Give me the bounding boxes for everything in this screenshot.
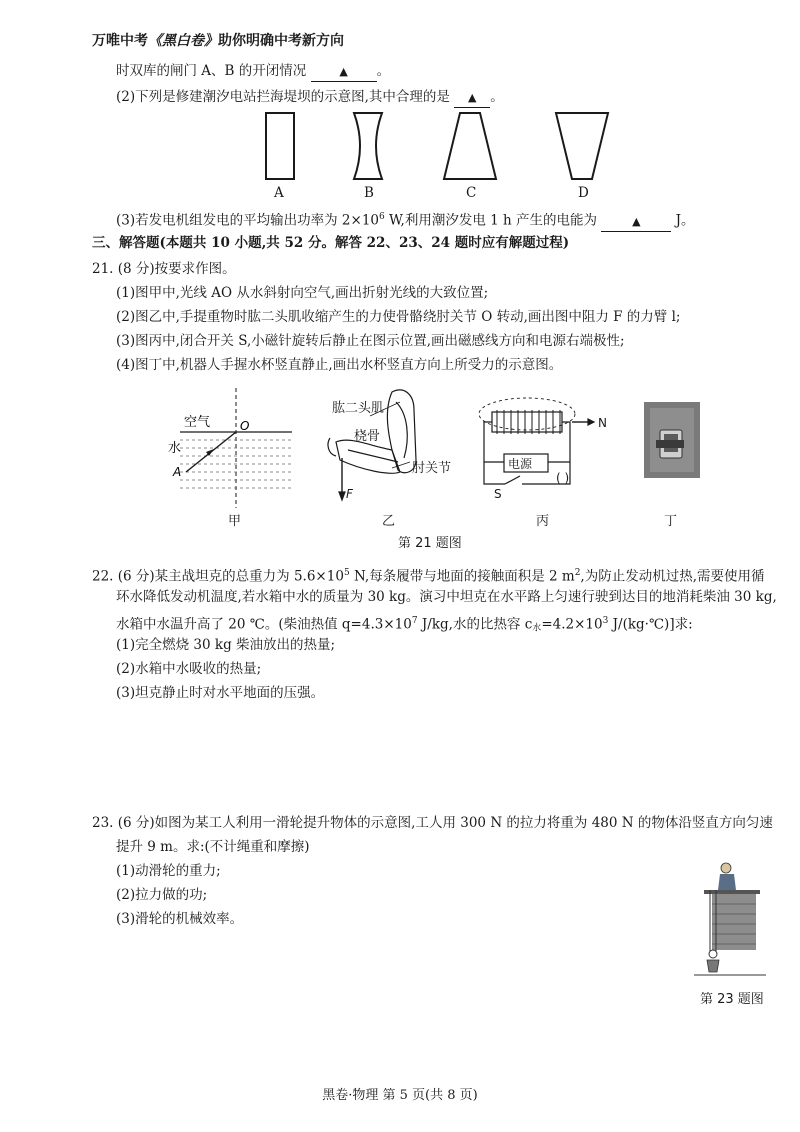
q23-caption: 第 23 题图 [700, 992, 764, 1007]
radius-bone [348, 450, 398, 462]
q21-stem: 21. (8 分)按要求作图。 [92, 261, 236, 277]
label-n: N [598, 416, 607, 430]
force-arrow [339, 492, 345, 500]
label-a: A [173, 465, 182, 479]
label-muscle: 肱二头肌 [332, 401, 385, 416]
needle-tip [588, 419, 594, 425]
dam-shape-d [556, 113, 608, 179]
field-line-dashed [479, 398, 575, 430]
q23-line1: 23. (6 分)如图为某工人利用一滑轮提升物体的示意图,工人用 300 N 的拉力将重为 480 N 的物体沿竖直方向匀速 [92, 815, 773, 831]
fig-label-bing: 丙 [536, 514, 550, 529]
worker-body [718, 874, 736, 890]
q23-item-1: (1)动滑轮的重力; [116, 863, 221, 879]
q22-line2: 环水降低发动机温度,若水箱中水的质量为 30 kg。演习中坦克在水平路上匀速行驶到达目的地消耗柴油 30 kg, [116, 589, 777, 605]
figure-yi [328, 390, 451, 501]
q22-line1-b: N,每条履带与地面的接触面积是 2 m [349, 568, 575, 585]
biceps [396, 402, 407, 458]
label-f: F [346, 487, 353, 501]
q22-line3-d: J/(kg·℃)]求: [608, 616, 693, 633]
q22-line3-b: J/kg,水的比热容 c [417, 616, 533, 633]
q22-line3-sub: 水 [532, 623, 542, 634]
figure-jia [168, 388, 292, 508]
q20-part3-text: (3)若发电机组发电的平均输出功率为 2×10 [116, 212, 379, 229]
label-water: 水 [168, 441, 182, 456]
switch-s [505, 476, 520, 484]
label-s: S [494, 487, 502, 501]
robot-fingers [656, 440, 684, 448]
platform [704, 890, 760, 894]
q21-item-2: (2)图乙中,手提重物时肱二头肌收缩产生的力使骨骼绕肘关节 O 转动,画出图中阻力 F 的力臂 l; [116, 309, 681, 325]
q20-part3-exponent: 6 [379, 212, 385, 222]
q22-line3-c: =4.2×10 [541, 616, 603, 633]
q22-line1-a: 22. (6 分)某主战坦克的总重力为 5.6×10 [92, 568, 344, 585]
q21-caption: 第 21 题图 [398, 536, 462, 551]
hand [328, 438, 336, 456]
q22-item-2: (2)水箱中水吸收的热量; [116, 661, 262, 677]
header-suffix: 助你明确中考新方向 [218, 33, 344, 49]
q22-line1-c: ,为防止发动机过热,需要使用循 [580, 568, 765, 585]
label-air: 空气 [184, 415, 211, 430]
q22-item-3: (3)坦克静止时对水平地面的压强。 [116, 685, 325, 701]
bucket [707, 960, 719, 972]
q20-part3-text2: W,利用潮汐发电 1 h 产生的电能为 [384, 212, 597, 229]
blank-mark: ▲ [339, 65, 348, 78]
q20-part3-end: J。 [671, 212, 695, 229]
figure-bing [479, 398, 607, 501]
q21-item-4: (4)图丁中,机器人手握水杯竖直静止,画出水杯竖直方向上所受力的示意图。 [116, 357, 563, 373]
answer-blank[interactable] [601, 212, 671, 232]
q22-exp2: 2 [574, 568, 581, 578]
solenoid-core [492, 412, 562, 432]
q22-exp: 5 [343, 568, 350, 578]
q20-part2-text: (2)下列是修建潮汐电站拦海堤坝的示意图,其中合理的是 [116, 89, 450, 105]
blank-mark: ▲ [467, 91, 477, 104]
dam-shape-b [354, 113, 382, 179]
q22-line3 [116, 612, 693, 638]
wire-bottom-left [484, 462, 505, 484]
q20-part3 [116, 208, 695, 232]
fig-label-ding: 丁 [664, 514, 678, 529]
header-prefix: 万唯中考 [92, 33, 148, 49]
q23-item-3: (3)滑轮的机械效率。 [116, 911, 244, 927]
shape-label-d: D [578, 185, 589, 201]
q23-line2: 提升 9 m。求:(不计绳重和摩擦) [116, 839, 310, 855]
q22-line1 [92, 564, 765, 586]
q22-line3-exp2: 3 [602, 616, 609, 626]
figure-ding [644, 402, 700, 478]
worker-head [721, 863, 731, 873]
header-series: 《黑白卷》 [148, 33, 218, 49]
q22-line3-a: 水箱中水温升高了 20 ℃。(柴油热值 q=4.3×10 [116, 616, 412, 633]
label-o: O [240, 419, 250, 433]
q23-figure [690, 860, 770, 982]
q20-line1-end: 。 [376, 63, 391, 79]
q20-line1-text: 时双库的闸门 A、B 的开闭情况 [116, 63, 307, 79]
building-wall [712, 894, 756, 950]
fig-label-jia: 甲 [228, 514, 242, 529]
leader-joint [392, 462, 410, 468]
fig-label-yi: 乙 [382, 514, 396, 529]
shape-label-a: A [274, 185, 284, 201]
dam-shape-c [444, 113, 496, 179]
blank-mark: ▲ [632, 214, 641, 228]
page-footer: 黑卷·物理 第 5 页(共 8 页) [322, 1088, 478, 1103]
label-bone: 桡骨 [354, 429, 381, 444]
q21-item-1: (1)图甲中,光线 AO 从水斜射向空气,画出折射光线的大致位置; [116, 285, 489, 301]
q22-line3-exp: 7 [411, 616, 418, 626]
pulley [709, 950, 717, 958]
shape-label-c: C [466, 185, 477, 201]
q22-item-1: (1)完全燃烧 30 kg 柴油放出的热量; [116, 637, 336, 653]
label-joint: 肘关节 [412, 461, 452, 476]
label-power: 电源 [508, 457, 533, 471]
dam-shapes-figure [0, 0, 800, 210]
label-polarity: ( ) [556, 471, 570, 485]
wire-left [484, 422, 504, 462]
q20-part2-end: 。 [490, 89, 504, 105]
section-title: 三、解答题(本题共 10 小题,共 52 分。解答 22、23、24 题时应有解题过程) [92, 235, 570, 251]
shape-label-b: B [364, 185, 374, 201]
q21-item-3: (3)图丙中,闭合开关 S,小磁针旋转后静止在图示位置,画出磁感线方向和电源右端极性; [116, 333, 625, 349]
dam-shape-a [266, 113, 294, 179]
wire-right [548, 422, 570, 462]
q23-item-2: (2)拉力做的功; [116, 887, 208, 903]
q21-figures [0, 380, 800, 510]
